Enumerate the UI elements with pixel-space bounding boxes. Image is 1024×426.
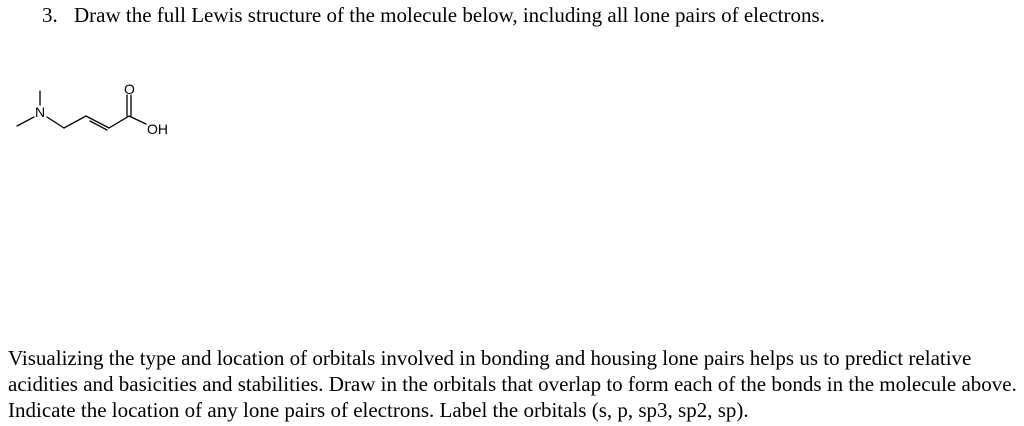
question-text: Draw the full Lewis structure of the molecule below, including all lone pairs of electrons. xyxy=(74,3,825,27)
orbital-instructions: Visualizing the type and location of orbitals involved in bonding and housing lone pairs helps us to predict relative acidities and basicities and stabilities. Draw in the orbitals that overlap to form each of the bonds in the molecule above. Indicate the location of any lone pairs of electrons. Label the orbitals (s, p, sp3, sp2, sp). xyxy=(8,346,1017,422)
carbonyl-oxygen-label: O xyxy=(124,81,135,97)
molecule-structure xyxy=(0,0,1024,160)
bond-n-c1 xyxy=(47,117,64,128)
nitrogen-atom-label: N xyxy=(35,104,46,120)
bond-c1-c2 xyxy=(64,116,86,128)
bond-n-methyl-left xyxy=(17,117,34,126)
bond-c3-c4 xyxy=(109,116,129,128)
bond-c2-c3-double-outer xyxy=(86,116,109,128)
question-number: 3. xyxy=(42,3,58,27)
hydroxyl-label: OH xyxy=(147,121,168,137)
bond-c4-oh xyxy=(129,116,146,124)
